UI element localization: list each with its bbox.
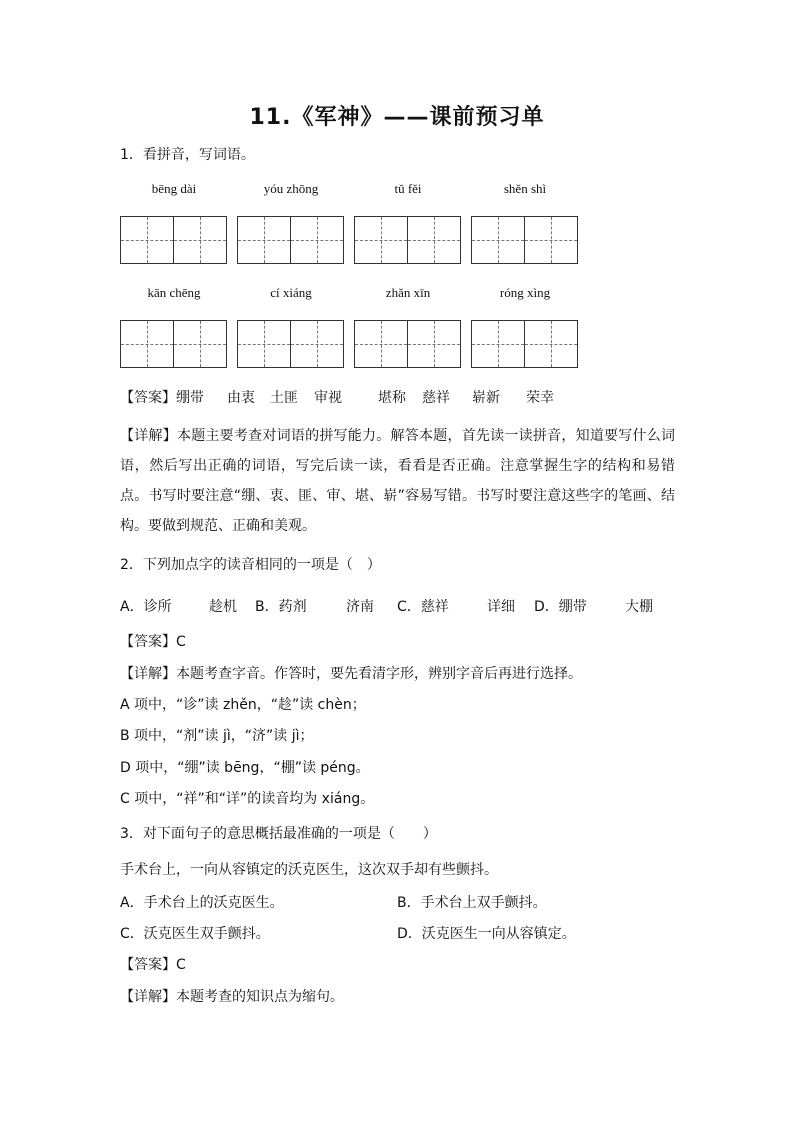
- q2-stem: 2．下列加点字的读音相同的一项是（ ）: [120, 557, 381, 573]
- writing-grid[interactable]: [120, 216, 228, 266]
- option-b-word2: 济南: [346, 599, 374, 615]
- detail-text: 本题主要考查对词语的拼写能力。解答本题，首先读一读拼音，知道要写什么词语，然后写出正确的词语，写完后读一读，看看是否正确。注意掌握生字的结构和易错点。书写时要注意“绷、衷、匪、审、堪、崭”容易写错。书写时要注意这些字的笔画、结构。要做到规范、正确和美观。: [120, 428, 676, 534]
- tian-cell[interactable]: [354, 320, 408, 368]
- tian-cell[interactable]: [237, 320, 291, 368]
- q3-stem: 3．对下面句子的意思概括最准确的一项是（ ）: [120, 826, 437, 842]
- pinyin-5: kān chēng: [147, 285, 201, 300]
- pinyin-8: róng xìng: [499, 285, 551, 300]
- detail-label: 【详解】: [120, 428, 177, 444]
- tian-cell[interactable]: [524, 320, 578, 368]
- option-d-word2: 大棚: [625, 599, 653, 615]
- writing-grid[interactable]: [471, 216, 579, 266]
- q2-detail-line: C 项中，“祥”和“详”的读音均为 xiáng。: [120, 791, 375, 807]
- answer-word: 崭新: [472, 390, 500, 406]
- detail-label: 【详解】: [120, 666, 176, 682]
- option-b[interactable]: [255, 597, 307, 617]
- q1-stem: 1．看拼音，写词语。: [120, 147, 255, 163]
- answer-word: 绷带: [176, 390, 204, 406]
- answer-value: C: [176, 957, 186, 973]
- detail-text: 本题考查的知识点为缩句。: [176, 989, 344, 1005]
- answer-word: 慈祥: [422, 390, 450, 406]
- q1-answer-row: [120, 388, 176, 408]
- pinyin-7: zhǎn xīn: [385, 285, 431, 300]
- writing-grid[interactable]: [237, 320, 345, 370]
- option-c[interactable]: [397, 597, 449, 617]
- answer-word: 土匪: [270, 390, 298, 406]
- tian-cell[interactable]: [173, 216, 227, 264]
- q2-detail-line: A 项中，“诊”读 zhěn，“趁”读 chèn；: [120, 697, 366, 713]
- pinyin-3: tǔ fěi: [394, 181, 422, 196]
- pinyin-2: yóu zhōng: [263, 181, 319, 196]
- answer-label: 【答案】: [120, 634, 176, 650]
- tian-cell[interactable]: [471, 320, 525, 368]
- page-title: 11.《军神》——课前预习单: [249, 105, 545, 130]
- answer-word: 审视: [314, 390, 342, 406]
- writing-grid[interactable]: [237, 216, 345, 266]
- pinyin-4: shěn shì: [503, 181, 547, 196]
- q3-option-a[interactable]: A．手术台上的沃克医生。: [120, 895, 284, 911]
- q3-answer: [120, 955, 186, 975]
- tian-cell[interactable]: [173, 320, 227, 368]
- option-a[interactable]: [120, 597, 172, 617]
- q3-option-b[interactable]: B．手术台上双手颤抖。: [397, 895, 547, 911]
- q3-option-d[interactable]: D．沃克医生一向从容镇定。: [397, 926, 576, 942]
- option-word: 慈祥: [420, 599, 449, 615]
- q2-detail-line: B 项中，“剂”读 jì，“济”读 jì；: [120, 728, 314, 744]
- q2-answer: [120, 632, 186, 652]
- writing-grid[interactable]: [471, 320, 579, 370]
- q1-detail: [120, 421, 675, 541]
- writing-grid[interactable]: [354, 216, 462, 266]
- answer-word: 荣幸: [526, 390, 554, 406]
- option-word: 药剂: [278, 599, 307, 615]
- q2-detail-line: D 项中，“绷”读 bēng，“棚”读 péng。: [120, 760, 370, 776]
- option-c-word2: 详细: [487, 599, 515, 615]
- answer-label: 【答案】: [120, 390, 176, 406]
- answer-value: C: [176, 634, 186, 650]
- tian-cell[interactable]: [407, 320, 461, 368]
- writing-grid[interactable]: [120, 320, 228, 370]
- detail-text: 本题考查字音。作答时，要先看清字形，辨别字音后再进行选择。: [176, 666, 582, 682]
- tian-cell[interactable]: [290, 320, 344, 368]
- tian-cell[interactable]: [120, 216, 174, 264]
- q2-detail: [120, 664, 582, 684]
- tian-cell[interactable]: [290, 216, 344, 264]
- answer-word: 堪称: [378, 390, 406, 406]
- option-word: 诊所: [143, 599, 172, 615]
- answer-word: 由衷: [227, 390, 255, 406]
- q3-option-c[interactable]: C．沃克医生双手颤抖。: [120, 926, 270, 942]
- option-letter: B．: [255, 599, 279, 615]
- pinyin-6: cí xiáng: [270, 285, 312, 300]
- option-letter: A．: [120, 599, 144, 615]
- pinyin-1: bēng dài: [151, 181, 197, 196]
- tian-cell[interactable]: [120, 320, 174, 368]
- option-a-word2: 趁机: [209, 599, 237, 615]
- tian-cell[interactable]: [407, 216, 461, 264]
- tian-cell[interactable]: [237, 216, 291, 264]
- detail-label: 【详解】: [120, 989, 176, 1005]
- tian-cell[interactable]: [471, 216, 525, 264]
- tian-cell[interactable]: [524, 216, 578, 264]
- writing-grid[interactable]: [354, 320, 462, 370]
- q3-sentence: 手术台上，一向从容镇定的沃克医生，这次双手却有些颤抖。: [120, 862, 498, 878]
- option-d[interactable]: [534, 597, 587, 617]
- answer-label: 【答案】: [120, 957, 176, 973]
- q3-detail: [120, 987, 344, 1007]
- option-letter: C．: [397, 599, 421, 615]
- option-letter: D．: [534, 599, 559, 615]
- tian-cell[interactable]: [354, 216, 408, 264]
- option-word: 绷带: [558, 599, 587, 615]
